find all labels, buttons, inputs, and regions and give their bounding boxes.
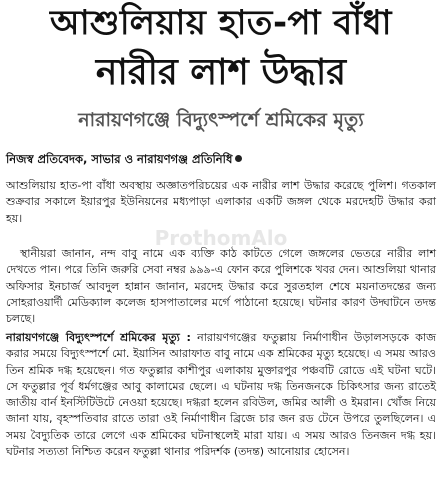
article-paragraph-2 [6,246,436,327]
paragraph-2-text: স্থানীয়রা জানান, নন্দ বাবু নামে এক ব্যক্তি কাঠ কাটতে গেলে জঙ্গলের ভেতরে নারীর লাশ দেখতে পান। পরে তিনি জরুরি সেবা নম্বর ৯৯৯-এ ফোন করে পুলিশকে খবর দেন। আশুলিয়া থানার অফিসার ইনচার্জ আবদুল হান্নান জানান, মরদেহ উদ্ধার করে সুরতহাল শেষে ময়নাতদন্তের জন্য সোহরাওয়ার্দী মেডিক্যাল কলেজ হাসপাতালের মর্গে পাঠানো হয়েছে। ঘটনার কারণ উদ্ঘাটনে তদন্ত চলছে। [6,247,436,326]
paragraph-3-text: নারায়ণগঞ্জের ফতুল্লায় নির্মাণাধীন উড়ালসড়কে কাজ করার সময়ে বিদ্যুৎস্পর্শে মো. ইয়াসিন আরাফাত বাবু নামে এক শ্রমিকের মৃত্যু হয়েছে। এ সময় আরও তিন শ্রমিক দগ্ধ হয়েছেন। গত ফতুল্লার কাশীপুর এলাকায় মুক্তারপুর পঞ্চবটি রোডে এই ঘটনা ঘটে। সে ফতুল্লার পূর্ব ধর্মগঞ্জের আবু কালামের ছেলে। এ ঘটনায় দগ্ধ তিনজনকে চিকিৎসার জন্য রাতেই জাতীয় বার্ন ইনস্টিটিউটে নেওয়া হয়েছে। দগ্ধরা হলেন রবিউল, জমির আলী ও ইমরান। খোঁজ নিয়ে জানা যায়, বৃহস্পতিবার রাতে তারা ওই নির্মাণাধীন ব্রিজে চার জন রড টেনে উপরে তুলছিলেন। এ সময় বৈদ্যুতিক তারে লেগে এক শ্রমিকের ঘটনাস্থলেই মারা যায়। এ সময় আরও তিনজন দগ্ধ হয়। ঘটনার সত্যতা নিশ্চিত করেন ফতুল্লা থানার পরিদর্শক (তদন্ত) আনোয়ার হোসেন। [6,331,436,459]
headline-line-1: আশুলিয়ায় হাত-পা বাঁধা [49,3,393,43]
subheadline: নারায়ণগঞ্জে বিদ্যুৎস্পর্শে শ্রমিকের মৃত্যু [78,109,364,131]
bullet-dot-icon [235,155,242,162]
paragraph-1-text: আশুলিয়ায় হাত-পা বাঁধা অবস্থায় অজ্ঞাতপরিচয়ের এক নারীর লাশ উদ্ধার করেছে পুলিশ। গতকাল শুক্রবার সকালে ইয়ারপুর ইউনিয়নের মধ্যপাড়া এলাকার একটি জঙ্গল থেকে মরদেহটি উদ্ধার করা হয়। [6,179,436,225]
section-lead-heading: নারায়ণগঞ্জে বিদ্যুৎস্পর্শে শ্রমিকের মৃত্যু : [6,331,191,344]
watermark: ProthomAlo [154,226,288,250]
byline [6,151,438,170]
byline-text: নিজস্ব প্রতিবেদক, সাভার ও নারায়ণগঞ্জ প্রতিনিধি [6,152,233,166]
article-paragraph-3 [6,330,436,460]
headline-line-2: নারীর লাশ উদ্ধার [95,52,347,93]
article-paragraph-1 [6,178,436,227]
